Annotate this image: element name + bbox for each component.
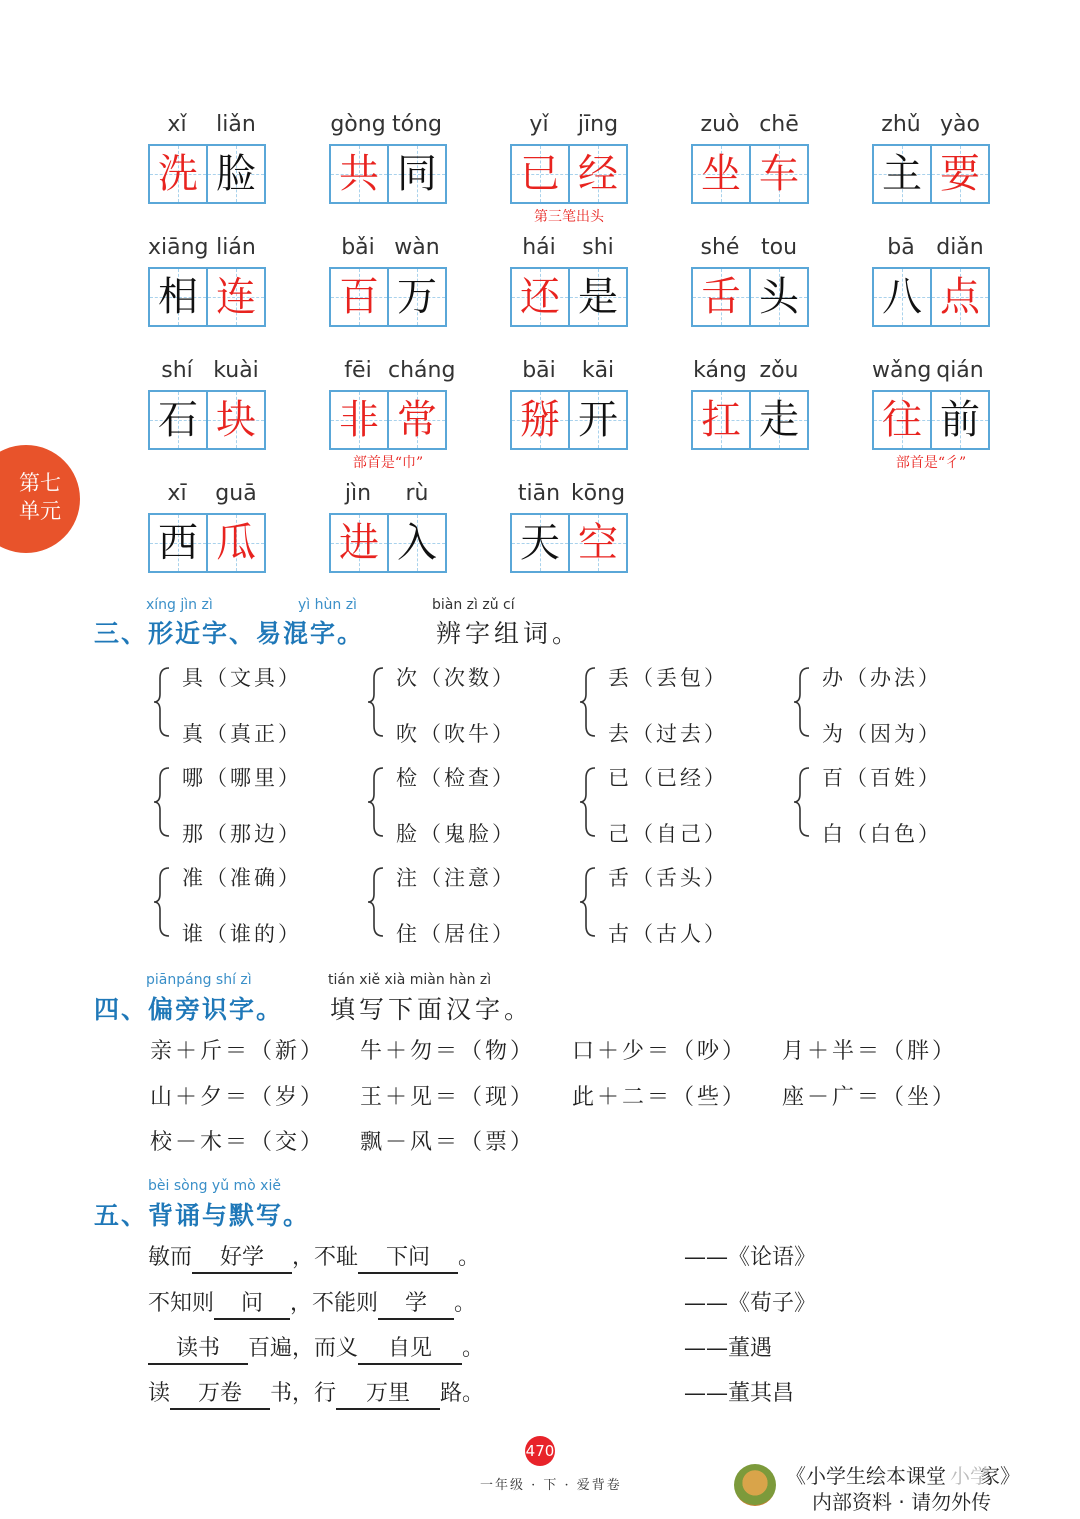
word-char: 入 bbox=[397, 520, 437, 566]
word-char: 头 bbox=[759, 274, 799, 320]
word-pinyin: bāi bbox=[522, 358, 556, 383]
recite-line bbox=[148, 1240, 480, 1274]
page-number: 470 bbox=[525, 1436, 555, 1466]
word-char: 万 bbox=[397, 274, 437, 320]
radical-formula: 飘－风＝（票） bbox=[360, 1130, 536, 1155]
word-char-cell bbox=[930, 269, 988, 325]
section-4-subtitle: 填写下面汉字。 bbox=[330, 995, 534, 1024]
unit-badge-line2: 单元 bbox=[19, 499, 61, 523]
word-char-cell bbox=[512, 269, 568, 325]
word-char-cell bbox=[568, 515, 626, 571]
word-char: 块 bbox=[216, 397, 256, 443]
brand-line-2: 内部资料 · 请勿外传 bbox=[812, 1490, 992, 1514]
word-pinyin: shí bbox=[161, 358, 193, 383]
pair-bottom: 脸（鬼脸） bbox=[396, 822, 516, 846]
word-char: 是 bbox=[578, 274, 618, 320]
answer-blank: 万里 bbox=[336, 1380, 440, 1410]
word-pinyin: wǎng bbox=[872, 358, 932, 383]
tianzi-grid bbox=[510, 513, 628, 573]
pair-bottom: 谁（谁的） bbox=[182, 922, 302, 946]
word-char-cell bbox=[693, 392, 749, 448]
pair-top: 准（准确） bbox=[182, 866, 302, 890]
brace-icon bbox=[792, 666, 812, 738]
word-char: 共 bbox=[339, 151, 379, 197]
tianzi-grid bbox=[872, 390, 990, 450]
recite-line bbox=[148, 1331, 484, 1365]
word-char: 车 bbox=[759, 151, 799, 197]
word-pinyin: wàn bbox=[394, 235, 440, 260]
word-pinyin: gòng bbox=[330, 112, 386, 137]
char-pair bbox=[578, 762, 768, 846]
word-char-cell bbox=[206, 392, 264, 448]
pair-bottom: 住（居住） bbox=[396, 922, 516, 946]
radical-formula: 月＋半＝（胖） bbox=[782, 1039, 958, 1064]
word-note: 部首是“彳” bbox=[895, 455, 967, 471]
word-pinyin: cháng bbox=[388, 358, 456, 383]
word-char: 天 bbox=[520, 520, 560, 566]
word-char-cell bbox=[512, 392, 568, 448]
word-char: 扛 bbox=[701, 397, 741, 443]
tianzi-grid bbox=[148, 144, 266, 204]
word-pinyin: tou bbox=[760, 235, 798, 260]
word-pinyin: shi bbox=[582, 235, 614, 260]
word-char-cell bbox=[874, 146, 930, 202]
word-pinyin: diǎn bbox=[936, 235, 984, 260]
pair-top: 具（文具） bbox=[182, 666, 302, 690]
word-pinyin: rù bbox=[405, 481, 429, 506]
unit-badge-line1: 第七 bbox=[19, 471, 61, 495]
section-5-title: 五、背诵与默写。 bbox=[94, 1201, 311, 1230]
word-char-cell bbox=[930, 146, 988, 202]
word-pinyin: yǐ bbox=[529, 112, 549, 137]
word-char-cell bbox=[150, 269, 206, 325]
word-char-cell bbox=[874, 269, 930, 325]
word-pinyin: tóng bbox=[392, 112, 442, 137]
pair-bottom: 古（古人） bbox=[608, 922, 728, 946]
pair-top: 次（次数） bbox=[396, 666, 516, 690]
word-char-cell bbox=[568, 392, 626, 448]
section-3-sub-pinyin: biàn zì zǔ cí bbox=[432, 597, 515, 613]
section-5-title-pinyin: bèi sòng yǔ mò xiě bbox=[148, 1178, 281, 1194]
word-pinyin: lián bbox=[216, 235, 256, 260]
word-char-cell bbox=[930, 392, 988, 448]
section-3-subtitle: 辨字组词。 bbox=[436, 619, 582, 648]
radical-formula: 山＋夕＝（岁） bbox=[150, 1085, 326, 1110]
watermark-text: 小学 bbox=[950, 1464, 990, 1488]
recite-text: 读 bbox=[148, 1381, 171, 1406]
radical-formula: 口＋少＝（吵） bbox=[572, 1039, 748, 1064]
radical-formula: 座－广＝（坐） bbox=[782, 1085, 958, 1110]
word-pinyin: zǒu bbox=[759, 358, 799, 383]
recite-line bbox=[148, 1286, 476, 1320]
word-char-cell bbox=[331, 269, 387, 325]
radical-formula: 校－木＝（交） bbox=[150, 1130, 326, 1155]
word-char-cell bbox=[150, 146, 206, 202]
recite-text: 不知则 bbox=[148, 1291, 215, 1316]
word-pinyin: kāi bbox=[581, 358, 615, 383]
word-pinyin: bǎi bbox=[341, 235, 375, 260]
word-char-cell bbox=[387, 146, 445, 202]
recite-text: ，不能则 bbox=[290, 1291, 379, 1316]
tianzi-grid bbox=[510, 144, 628, 204]
brand-line-1-b: 家》 bbox=[980, 1464, 1020, 1488]
tianzi-grid bbox=[148, 513, 266, 573]
word-note: 第三笔出头 bbox=[534, 209, 604, 225]
word-char: 百 bbox=[339, 274, 379, 320]
word-pinyin: qián bbox=[936, 358, 984, 383]
pair-top: 百（百姓） bbox=[822, 766, 942, 790]
brace-icon bbox=[578, 766, 598, 838]
word-char: 舌 bbox=[701, 274, 741, 320]
pair-top: 办（办法） bbox=[822, 666, 942, 690]
word-char-cell bbox=[568, 146, 626, 202]
tianzi-grid bbox=[148, 390, 266, 450]
tianzi-grid bbox=[691, 267, 809, 327]
char-pair bbox=[792, 662, 982, 746]
word-pinyin: káng bbox=[693, 358, 747, 383]
word-char-cell bbox=[387, 392, 445, 448]
word-pinyin: jìn bbox=[344, 481, 372, 506]
brace-icon bbox=[366, 766, 386, 838]
char-pair bbox=[792, 762, 982, 846]
word-char-cell bbox=[331, 146, 387, 202]
pair-bottom: 白（白色） bbox=[822, 822, 942, 846]
word-char-cell bbox=[693, 269, 749, 325]
word-pinyin: bā bbox=[887, 235, 915, 260]
word-pinyin: fēi bbox=[344, 358, 372, 383]
word-pinyin: xī bbox=[167, 481, 187, 506]
word-note: 部首是“巾” bbox=[352, 455, 424, 471]
word-char: 要 bbox=[940, 151, 980, 197]
word-char-cell bbox=[749, 269, 807, 325]
tianzi-grid bbox=[691, 390, 809, 450]
word-char-cell bbox=[568, 269, 626, 325]
brace-icon bbox=[152, 666, 172, 738]
word-char-cell bbox=[749, 146, 807, 202]
pair-bottom: 为（因为） bbox=[822, 722, 942, 746]
word-pinyin: zhǔ bbox=[881, 112, 921, 137]
word-char: 连 bbox=[216, 274, 256, 320]
answer-blank: 自见 bbox=[358, 1335, 462, 1365]
word-pinyin: kōng bbox=[570, 481, 626, 506]
pair-bottom: 那（那边） bbox=[182, 822, 302, 846]
pair-top: 舌（舌头） bbox=[608, 866, 728, 890]
recite-source: ——董其昌 bbox=[684, 1381, 795, 1406]
word-char: 走 bbox=[759, 397, 799, 443]
word-pinyin: jīng bbox=[577, 112, 619, 137]
recite-source: ——《论语》 bbox=[684, 1245, 817, 1270]
recite-text: 敏而 bbox=[148, 1245, 193, 1270]
word-char: 八 bbox=[882, 274, 922, 320]
pair-top: 注（注意） bbox=[396, 866, 516, 890]
char-pair bbox=[152, 862, 342, 946]
word-char-cell bbox=[693, 146, 749, 202]
section-4-sub-pinyin: tián xiě xià miàn hàn zì bbox=[328, 972, 492, 988]
recite-text: 书，行 bbox=[270, 1381, 337, 1406]
char-pair bbox=[366, 762, 556, 846]
word-char: 同 bbox=[397, 151, 437, 197]
char-pair bbox=[152, 662, 342, 746]
brace-icon bbox=[578, 666, 598, 738]
pair-bottom: 真（真正） bbox=[182, 722, 302, 746]
tianzi-grid bbox=[329, 267, 447, 327]
publisher-logo-icon bbox=[734, 1464, 776, 1506]
tianzi-grid bbox=[872, 144, 990, 204]
word-char: 西 bbox=[158, 520, 198, 566]
word-char-cell bbox=[331, 515, 387, 571]
word-pinyin: liǎn bbox=[216, 112, 256, 137]
answer-blank: 下问 bbox=[358, 1244, 458, 1274]
answer-blank: 万卷 bbox=[170, 1380, 270, 1410]
recite-source: ——《荀子》 bbox=[684, 1291, 817, 1316]
word-char: 常 bbox=[397, 397, 437, 443]
word-pinyin: chē bbox=[759, 112, 799, 137]
word-char-cell bbox=[749, 392, 807, 448]
word-char: 还 bbox=[520, 274, 560, 320]
pair-bottom: 吹（吹牛） bbox=[396, 722, 516, 746]
word-char: 相 bbox=[158, 274, 198, 320]
word-char: 瓜 bbox=[216, 520, 256, 566]
radical-formula: 亲＋斤＝（新） bbox=[150, 1039, 326, 1064]
tianzi-grid bbox=[329, 513, 447, 573]
word-char: 洗 bbox=[158, 151, 198, 197]
answer-blank: 读书 bbox=[148, 1335, 248, 1365]
word-char-cell bbox=[206, 515, 264, 571]
brace-icon bbox=[792, 766, 812, 838]
word-char-cell bbox=[512, 146, 568, 202]
brand-line-1-a: 《小学生绘本课堂 bbox=[786, 1464, 946, 1488]
word-char-cell bbox=[150, 515, 206, 571]
word-char: 脸 bbox=[216, 151, 256, 197]
char-pair bbox=[366, 662, 556, 746]
brace-icon bbox=[152, 766, 172, 838]
word-char-cell bbox=[150, 392, 206, 448]
answer-blank: 问 bbox=[214, 1290, 290, 1320]
pair-top: 检（检查） bbox=[396, 766, 516, 790]
word-char: 掰 bbox=[520, 397, 560, 443]
word-pinyin: yào bbox=[940, 112, 980, 137]
recite-text: 路。 bbox=[440, 1381, 485, 1406]
word-char: 非 bbox=[339, 397, 379, 443]
brace-icon bbox=[152, 866, 172, 938]
word-char-cell bbox=[874, 392, 930, 448]
brace-icon bbox=[578, 866, 598, 938]
word-pinyin: xiāng bbox=[148, 235, 209, 260]
pair-top: 哪（哪里） bbox=[182, 766, 302, 790]
tianzi-grid bbox=[510, 390, 628, 450]
pair-top: 已（已经） bbox=[608, 766, 728, 790]
tianzi-grid bbox=[329, 390, 447, 450]
pair-top: 丢（丢包） bbox=[608, 666, 728, 690]
tianzi-grid bbox=[510, 267, 628, 327]
brace-icon bbox=[366, 866, 386, 938]
pair-bottom: 己（自己） bbox=[608, 822, 728, 846]
word-char: 已 bbox=[520, 151, 560, 197]
word-pinyin: tiān bbox=[517, 481, 561, 506]
word-pinyin: zuò bbox=[700, 112, 740, 137]
word-char: 进 bbox=[339, 520, 379, 566]
tianzi-grid bbox=[329, 144, 447, 204]
recite-text: ，不耻 bbox=[292, 1245, 359, 1270]
word-char: 点 bbox=[940, 274, 980, 320]
section-4-title-pinyin: piānpáng shí zì bbox=[146, 972, 252, 988]
brace-icon bbox=[366, 666, 386, 738]
answer-blank: 学 bbox=[378, 1290, 454, 1320]
word-char: 前 bbox=[940, 397, 980, 443]
word-pinyin: guā bbox=[215, 481, 257, 506]
char-pair bbox=[578, 662, 768, 746]
word-pinyin: xǐ bbox=[167, 112, 187, 137]
word-char-cell bbox=[387, 269, 445, 325]
section-3-title-pinyin-b: yì hùn zì bbox=[298, 597, 357, 613]
word-pinyin: hái bbox=[522, 235, 556, 260]
recite-text: 。 bbox=[454, 1291, 477, 1316]
word-char: 开 bbox=[578, 397, 618, 443]
unit-badge bbox=[0, 445, 80, 553]
char-pair bbox=[152, 762, 342, 846]
word-char: 主 bbox=[882, 151, 922, 197]
radical-formula: 牛＋勿＝（物） bbox=[360, 1039, 536, 1064]
tianzi-grid bbox=[872, 267, 990, 327]
word-char-cell bbox=[331, 392, 387, 448]
word-char-cell bbox=[512, 515, 568, 571]
word-char-cell bbox=[387, 515, 445, 571]
section-3-title: 三、形近字、易混字。 bbox=[94, 619, 365, 648]
recite-text: 百遍，而义 bbox=[248, 1336, 359, 1361]
word-pinyin: shé bbox=[700, 235, 740, 260]
recite-source: ——董遇 bbox=[684, 1336, 773, 1361]
pair-bottom: 去（过去） bbox=[608, 722, 728, 746]
grade-label: 一年级 · 下 · 爱背卷 bbox=[480, 1478, 622, 1493]
char-pair bbox=[366, 862, 556, 946]
char-pair bbox=[578, 862, 768, 946]
recite-text: 。 bbox=[458, 1245, 481, 1270]
word-char: 往 bbox=[882, 397, 922, 443]
word-pinyin: kuài bbox=[213, 358, 259, 383]
word-char-cell bbox=[206, 269, 264, 325]
word-char: 石 bbox=[158, 397, 198, 443]
section-3-title-pinyin-a: xíng jìn zì bbox=[146, 597, 213, 613]
word-char-cell bbox=[206, 146, 264, 202]
word-char: 空 bbox=[578, 520, 618, 566]
tianzi-grid bbox=[148, 267, 266, 327]
radical-formula: 王＋见＝（现） bbox=[360, 1085, 536, 1110]
recite-line bbox=[148, 1376, 484, 1410]
radical-formula: 此＋二＝（些） bbox=[572, 1085, 748, 1110]
tianzi-grid bbox=[691, 144, 809, 204]
answer-blank: 好学 bbox=[192, 1244, 292, 1274]
recite-text: 。 bbox=[462, 1336, 485, 1361]
word-char: 坐 bbox=[701, 151, 741, 197]
section-4-title: 四、偏旁识字。 bbox=[94, 995, 284, 1024]
word-char: 经 bbox=[578, 151, 618, 197]
